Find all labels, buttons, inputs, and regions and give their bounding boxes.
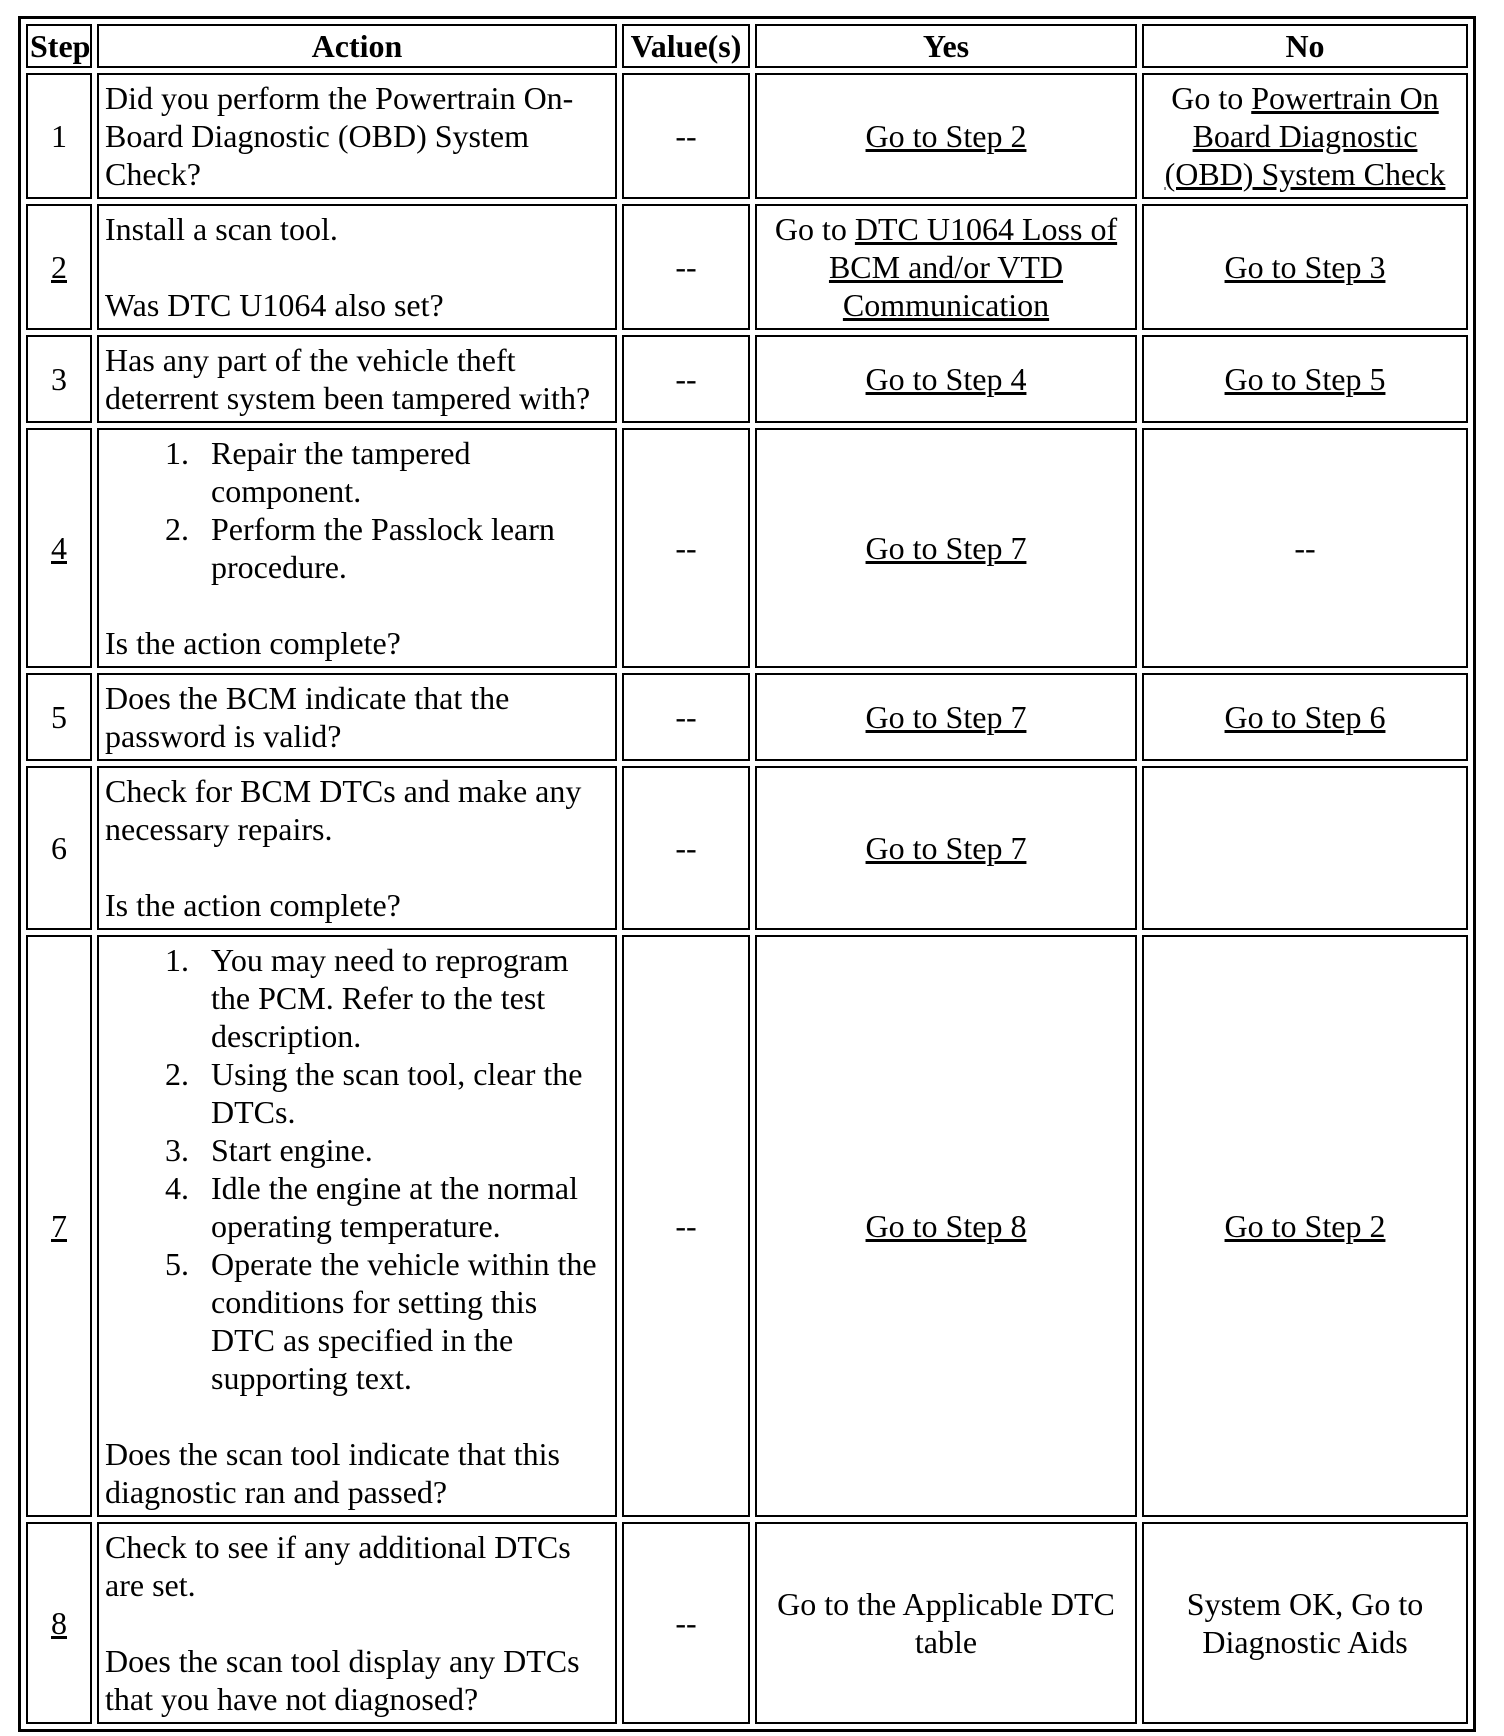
list-item: 1. You may need to reprogram the PCM. Refer to the test description. bbox=[197, 941, 609, 1055]
no-cell: System OK, Go to Diagnostic Aids bbox=[1142, 1522, 1468, 1724]
value-cell: -- bbox=[622, 935, 750, 1517]
no-cell bbox=[1142, 766, 1468, 930]
table-row bbox=[26, 673, 1468, 761]
no-link[interactable]: Go to Step 5 bbox=[1224, 361, 1386, 397]
action-text: Does the BCM indicate that the password is valid? bbox=[105, 680, 510, 754]
step-number: 1 bbox=[26, 73, 92, 199]
action-text: Has any part of the vehicle theft deterrent system been tampered with? bbox=[105, 342, 591, 416]
yes-cell: Go to the Applicable DTC table bbox=[755, 1522, 1137, 1724]
action-cell bbox=[97, 766, 617, 930]
action-cell bbox=[97, 935, 617, 1517]
value-cell: -- bbox=[622, 204, 750, 330]
no-cell bbox=[1142, 935, 1468, 1517]
table-row bbox=[26, 766, 1468, 930]
header-step: Step bbox=[26, 24, 92, 68]
value-cell: -- bbox=[622, 673, 750, 761]
yes-cell bbox=[755, 73, 1137, 199]
list-item: 3. Start engine. bbox=[197, 1131, 609, 1169]
no-cell: -- bbox=[1142, 428, 1468, 668]
action-cell bbox=[97, 1522, 617, 1724]
no-link[interactable]: Go to Step 2 bbox=[1224, 1208, 1386, 1244]
yes-prefix: Go to bbox=[774, 211, 855, 247]
action-list bbox=[105, 941, 609, 1397]
header-values: Value(s) bbox=[622, 24, 750, 68]
yes-cell bbox=[755, 204, 1137, 330]
yes-cell bbox=[755, 935, 1137, 1517]
action-list bbox=[105, 434, 609, 586]
no-cell bbox=[1142, 73, 1468, 199]
no-cell bbox=[1142, 673, 1468, 761]
action-text: Did you perform the Powertrain On-Board Diagnostic (OBD) System Check? bbox=[105, 80, 574, 192]
yes-cell bbox=[755, 428, 1137, 668]
yes-link[interactable]: Go to Step 7 bbox=[865, 530, 1027, 566]
table-row bbox=[26, 335, 1468, 423]
no-cell bbox=[1142, 335, 1468, 423]
yes-cell bbox=[755, 335, 1137, 423]
no-cell bbox=[1142, 204, 1468, 330]
value-cell: -- bbox=[622, 73, 750, 199]
action-text: Install a scan tool. bbox=[105, 211, 338, 247]
action-question: Is the action complete? bbox=[105, 625, 401, 661]
table-row bbox=[26, 1522, 1468, 1724]
yes-link[interactable]: Go to Step 7 bbox=[865, 699, 1027, 735]
list-item: 2. Using the scan tool, clear the DTCs. bbox=[197, 1055, 609, 1131]
action-cell bbox=[97, 73, 617, 199]
action-question: Does the scan tool indicate that this diagnostic ran and passed? bbox=[105, 1436, 560, 1510]
step-number: 3 bbox=[26, 335, 92, 423]
table-row bbox=[26, 428, 1468, 668]
yes-link[interactable]: Go to Step 7 bbox=[865, 830, 1027, 866]
value-cell: -- bbox=[622, 428, 750, 668]
yes-link[interactable]: Go to Step 2 bbox=[865, 118, 1027, 154]
action-cell bbox=[97, 335, 617, 423]
table-row bbox=[26, 73, 1468, 199]
step-number-link[interactable]: 8 bbox=[51, 1605, 67, 1641]
list-item: 4. Idle the engine at the normal operating temperature. bbox=[197, 1169, 609, 1245]
action-question: Was DTC U1064 also set? bbox=[105, 287, 444, 323]
no-link[interactable]: Go to Step 6 bbox=[1224, 699, 1386, 735]
yes-cell bbox=[755, 673, 1137, 761]
value-cell: -- bbox=[622, 766, 750, 930]
step-number-link[interactable]: 7 bbox=[51, 1208, 67, 1244]
yes-cell bbox=[755, 766, 1137, 930]
step-number-link[interactable]: 4 bbox=[51, 530, 67, 566]
step-number-link[interactable]: 2 bbox=[51, 249, 67, 285]
list-item: 5. Operate the vehicle within the conditions for setting this DTC as specified in the supporting text. bbox=[197, 1245, 609, 1397]
action-cell bbox=[97, 673, 617, 761]
step-number: 5 bbox=[26, 673, 92, 761]
action-text: Check to see if any additional DTCs are set. bbox=[105, 1529, 571, 1603]
table-row bbox=[26, 935, 1468, 1517]
no-prefix: Go to bbox=[1171, 80, 1252, 116]
action-question: Does the scan tool display any DTCs that you have not diagnosed? bbox=[105, 1643, 580, 1717]
yes-link[interactable]: DTC U1064 Loss of BCM and/or VTD Communication bbox=[828, 211, 1118, 323]
header-no: No bbox=[1142, 24, 1468, 68]
no-link[interactable]: Powertrain On Board Diagnostic (OBD) System Check bbox=[1164, 80, 1446, 192]
yes-link[interactable]: Go to Step 8 bbox=[865, 1208, 1027, 1244]
list-item: 1. Repair the tampered component. bbox=[197, 434, 609, 510]
no-link[interactable]: Go to Step 3 bbox=[1224, 249, 1386, 285]
action-cell bbox=[97, 204, 617, 330]
header-row bbox=[26, 24, 1468, 68]
action-question: Is the action complete? bbox=[105, 887, 401, 923]
yes-link[interactable]: Go to Step 4 bbox=[865, 361, 1027, 397]
header-action: Action bbox=[97, 24, 617, 68]
step-number: 6 bbox=[26, 766, 92, 930]
table-row bbox=[26, 204, 1468, 330]
action-text: Check for BCM DTCs and make any necessary repairs. bbox=[105, 773, 582, 847]
action-cell bbox=[97, 428, 617, 668]
value-cell: -- bbox=[622, 335, 750, 423]
diagnostic-table bbox=[18, 16, 1476, 1732]
list-item: 2. Perform the Passlock learn procedure. bbox=[197, 510, 609, 586]
header-yes: Yes bbox=[755, 24, 1137, 68]
value-cell: -- bbox=[622, 1522, 750, 1724]
